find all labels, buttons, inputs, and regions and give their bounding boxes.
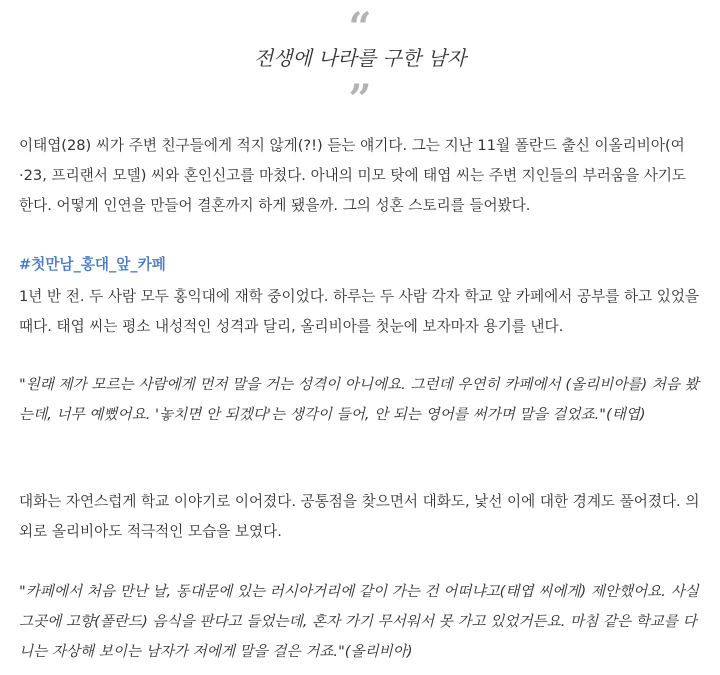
interview-quote-1: "원래 제가 모르는 사람에게 먼저 말을 거는 성격이 아니에요. 그런데 우연히 카페에서 (올리비아를) 처음 봤는데, 너무 예뻤어요. '놓치면 안 되겠다'는 생각이 들어, 안 되는 영어를 써가며 말을 걸었죠."(태엽) [19,376,699,423]
article-headline: 전생에 나라를 구한 남자 [253,46,467,70]
section-hashtag: #첫만남_홍대_앞_카페 [19,256,166,273]
interview-quote-2: "카페에서 처음 만난 날, 동대문에 있는 러시아거리에 같이 가는 건 어떠냐고(태엽 씨에게) 제안했어요. 사실 그곳에 고향(폴란드) 음식을 판다고 들었는데, 혼자 가기 무서워서 못 가고 있었거든요. 마침 같은 학교를 다니는 자상해 보이는 남자가 저에게 말을 걸은 거죠."(올리비아) [19,583,699,660]
intro-paragraph: 이태엽(28) 씨가 주변 친구들에게 적지 않게(?!) 듣는 얘기다. 그는 지난 11월 폴란드 출신 이올리비아(여·23, 프리랜서 모델) 씨와 혼인신고를 마쳤다. 아내의 미모 탓에 태엽 씨는 주변 지인들의 부러움을 사기도 한다. 어떻게 인연을 만들어 결혼까지 하게 됐을까. 그의 성혼 스토리를 들어봤다. [19,137,687,214]
body-paragraph-2: 1년 반 전. 두 사람 모두 홍익대에 재학 중이었다. 하루는 두 사람 각자 학교 앞 카페에서 공부를 하고 있었을 때다. 태엽 씨는 평소 내성적인 성격과 달리, 올리비아를 첫눈에 보자마자 용기를 낸다. [19,288,700,335]
body-paragraph-3: 대화는 자연스럽게 학교 이야기로 이어졌다. 공통점을 찾으면서 대화도, 낯선 이에 대한 경계도 풀어졌다. 의외로 올리비아도 적극적인 모습을 보였다. [19,493,700,540]
close-quote-icon: ” [348,76,372,123]
open-quote-icon: “ [348,4,372,51]
